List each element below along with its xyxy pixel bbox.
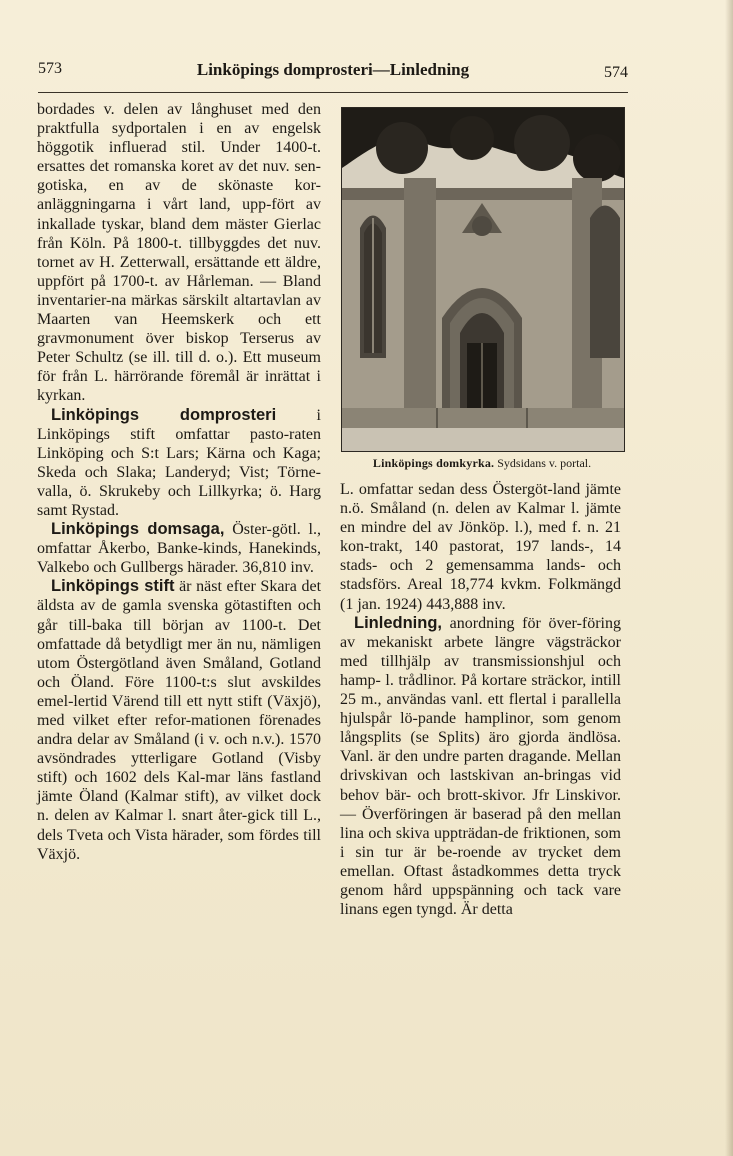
- entry-headword: Linköpings stift: [51, 577, 175, 596]
- running-title: Linköpings domprosteri—Linledning: [196, 60, 470, 79]
- entry-paragraph: [37, 406, 321, 521]
- entry-text: i Linköpings stift omfattar pasto-raten Linköping och S:t Lars; Kärna och Kaga; Skeda och Slaka; Landeryd; Vist; Törne-valla, ö. Skrukeby och Lillkyrka; ö. Harg samt Rystad.: [37, 406, 321, 519]
- entry-headword: Linköpings domprosteri: [51, 405, 277, 424]
- caption-description: Sydsidans v. portal.: [497, 456, 592, 470]
- page-edge-shadow: [725, 0, 733, 1156]
- entry-paragraph: [340, 480, 621, 614]
- right-column: [340, 480, 621, 919]
- entry-text: bordades v. delen av långhuset med den praktfulla sydportalen i en av engelsk höggotik influerad stil. Under 1400-t. ersattes det romanska koret av det nuv. sen-gotiska, en av de skönaste kor-anläggningarna i vårt land, upp-fört av inkallade tyskar, bland dem mäster Gierlac från Köln. På 1800-t. tillbyggdes det nuv. tornet av H. Zetterwall, ersättande ett äldre, uppfört på 1700-t. av Hårleman. — Bland inventarier-na märkas särskilt altartavlan av Maarten van Heemskerk och ett gravmonument över biskop Terserus av Peter Schultz (se ill. till d. o.). Ett museum för från L. härrörande föremål är inrättat i kyrkan.: [37, 101, 321, 405]
- header-rule: [38, 92, 628, 93]
- figure-caption: [341, 456, 623, 471]
- entry-text: L. omfattar sedan dess Östergöt-land jämte n.ö. Småland (n. delen av Kalmar l. jämte en mindre del av Jönköp. l.), med f. n. 21 kon-trakt, 140 pastorat, 197 lands-, 14 stads- och 2 gemensamma lands- och stadsförs. Areal 18,774 kvkm. Folkmängd (1 jan. 1924) 443,888 inv.: [340, 481, 621, 613]
- photo-illustration: [342, 108, 624, 451]
- right-page-number: 574: [604, 64, 628, 81]
- entry-headword: Linledning,: [354, 613, 442, 632]
- entry-paragraph: [340, 614, 621, 920]
- entry-text: Öster-götl. l., omfattar Åkerbo, Banke-kinds, Hanekinds, Valkebo och Gullbergs härader. 36,810 inv.: [37, 521, 321, 577]
- caption-title: Linköpings domkyrka.: [372, 456, 495, 470]
- entry-text: är näst efter Skara det äldsta av de gamla svenska götastiften och går till-baka till början av 1100-t. Det omfattade då betydligt mer än nu, nämligen utom Östergötland även Småland, Gotland och Öland. Före 1100-t:s slut avskildes emel-lertid Värend till ett nytt stift (Växjö), med vilket efter refor-mationen förenades andra delar av Småland (i v. och n.v.). 1570 avsöndrades ytterligare Gotland (Visby stift) och 1602 dels Kal-mar läns fastland jämte Öland (Kalmar stift), av vilket dock n. delen av Kalmar l. snart åter-gick till L., dels Tveta och Vista härader, som fördes till Växjö.: [37, 578, 322, 863]
- left-column: [37, 100, 321, 864]
- cathedral-portal-photo: [341, 107, 625, 452]
- entry-paragraph: [37, 100, 321, 406]
- entry-paragraph: [37, 520, 321, 577]
- entry-paragraph: [37, 577, 321, 863]
- left-page-number: 573: [38, 60, 62, 77]
- entry-text: anordning för över-föring av mekaniskt arbete längre vägsträckor med tillhjälp av transmissionshjul och hamp- l. trådlinor. På kortare sträckor, intill 25 m., användas vanl. ett flertal i parallella hjulspår lö-pande hamplinor, som genom långsplits (se Splits) äro gjorda ändlösa. Vanl. är den undre parten dragande. Mellan drivskivan och lastskivan an-bringas vid behov bär- och brott-skivor. Jfr Linskivor. — Överföringen är baserad på den mellan lina och skiva uppträdan-de friktionen, som i sin tur är be-roende av trycket dem emellan. Oftast åstadkommes detta tryck genom hård uppspänning och tack vare linans egen tyngd. Är detta: [340, 614, 621, 919]
- entry-headword: Linköpings domsaga,: [51, 520, 225, 539]
- running-header: [38, 60, 628, 86]
